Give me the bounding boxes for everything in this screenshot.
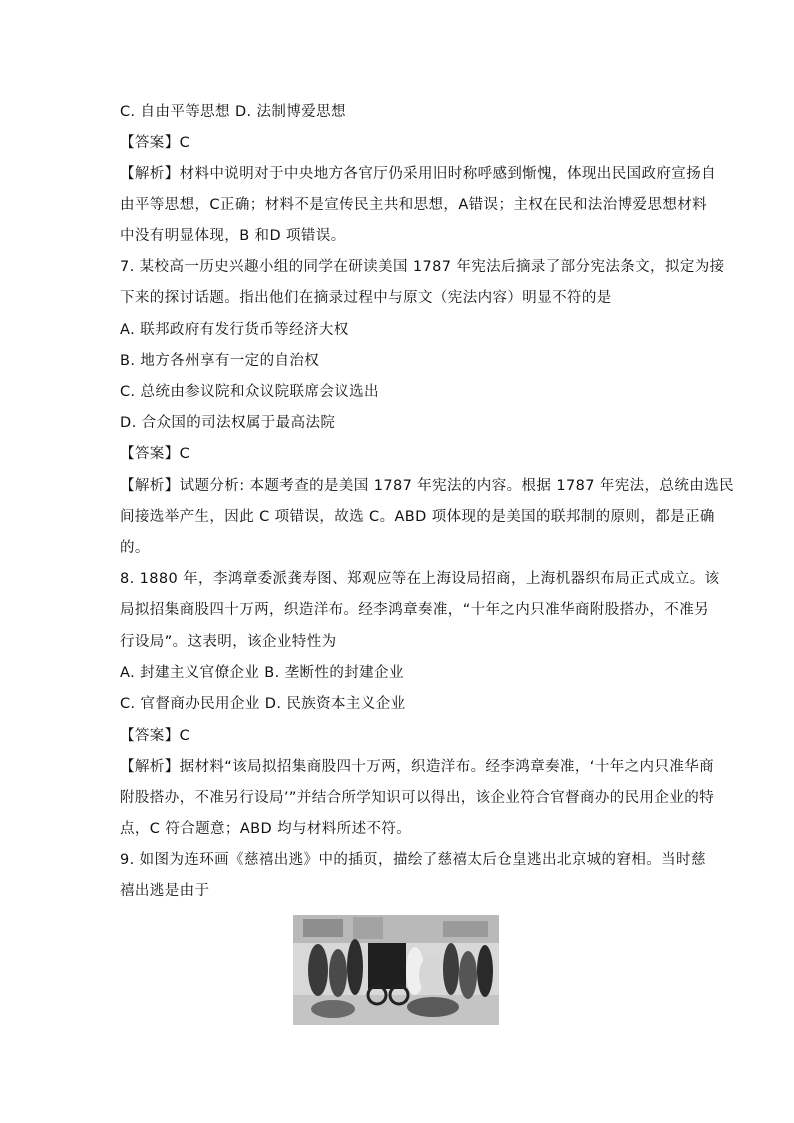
illustration-image: [293, 915, 499, 1025]
option-d: D. 合众国的司法权属于最高法院: [120, 415, 336, 431]
illustration-drawing: [293, 915, 499, 1025]
option-line-c-d: C. 官督商办民用企业 D. 民族资本主义企业: [120, 696, 406, 712]
question-line: 9. 如图为连环画《慈禧出逃》中的插页，描绘了慈禧太后仓皇逃出北京城的窘相。当时慈: [120, 852, 706, 868]
question-line: 局拟招集商股四十万两，织造洋布。经李鸿章奏准，“十年之内只准华商附股搭办，不准另: [120, 602, 710, 618]
analysis-line: 间接选举产生，因此 C 项错误，故选 C。ABD 项体现的是美国的联邦制的原则，都是正确: [120, 509, 715, 525]
analysis-line: 【解析】试题分析: 本题考查的是美国 1787 年宪法的内容。根据 1787 年宪法，总统由选民: [120, 478, 734, 494]
question-line: 8. 1880 年，李鸿章委派龚寿图、郑观应等在上海设局招商，上海机器织布局正式成立。该: [120, 571, 720, 587]
analysis-line: 由平等思想，C正确；材料不是宣传民主共和思想，A错误；主权在民和法治博爱思想材料: [120, 197, 708, 213]
option-a: A. 联邦政府有发行货币等经济大权: [120, 322, 349, 338]
option-line-c-d: C. 自由平等思想 D. 法制博爱思想: [120, 104, 346, 120]
answer-line: 【答案】C: [120, 728, 191, 744]
analysis-line: 【解析】材料中说明对于中央地方各官厅仍采用旧时称呼感到惭愧，体现出民国政府宣扬自: [120, 166, 716, 182]
option-c: C. 总统由参议院和众议院联席会议选出: [120, 384, 379, 400]
analysis-line: 【解析】据材料“该局拟招集商股四十万两，织造洋布。经李鸿章奏准，‘十年之内只准华商: [120, 759, 715, 775]
analysis-line: 的。: [120, 540, 150, 556]
option-b: B. 地方各州享有一定的自治权: [120, 353, 320, 369]
question-line: 禧出逃是由于: [120, 883, 210, 899]
answer-line: 【答案】C: [120, 135, 191, 151]
analysis-line: 点，C 符合题意；ABD 均与材料所述不符。: [120, 821, 412, 837]
question-line: 下来的探讨话题。指出他们在摘录过程中与原文（宪法内容）明显不符的是: [120, 290, 612, 306]
question-line: 行设局”。这表明，该企业特性为: [120, 634, 337, 650]
analysis-line: 附股搭办，不准另行设局’”并结合所学知识可以得出，该企业符合官督商办的民用企业的特: [120, 790, 715, 806]
analysis-line: 中没有明显体现，B 和D 项错误。: [120, 228, 346, 244]
answer-line: 【答案】C: [120, 446, 191, 462]
option-line-a-b: A. 封建主义官僚企业 B. 垄断性的封建企业: [120, 665, 404, 681]
question-line: 7. 某校高一历史兴趣小组的同学在研读美国 1787 年宪法后摘录了部分宪法条文，拟定为接: [120, 259, 725, 275]
